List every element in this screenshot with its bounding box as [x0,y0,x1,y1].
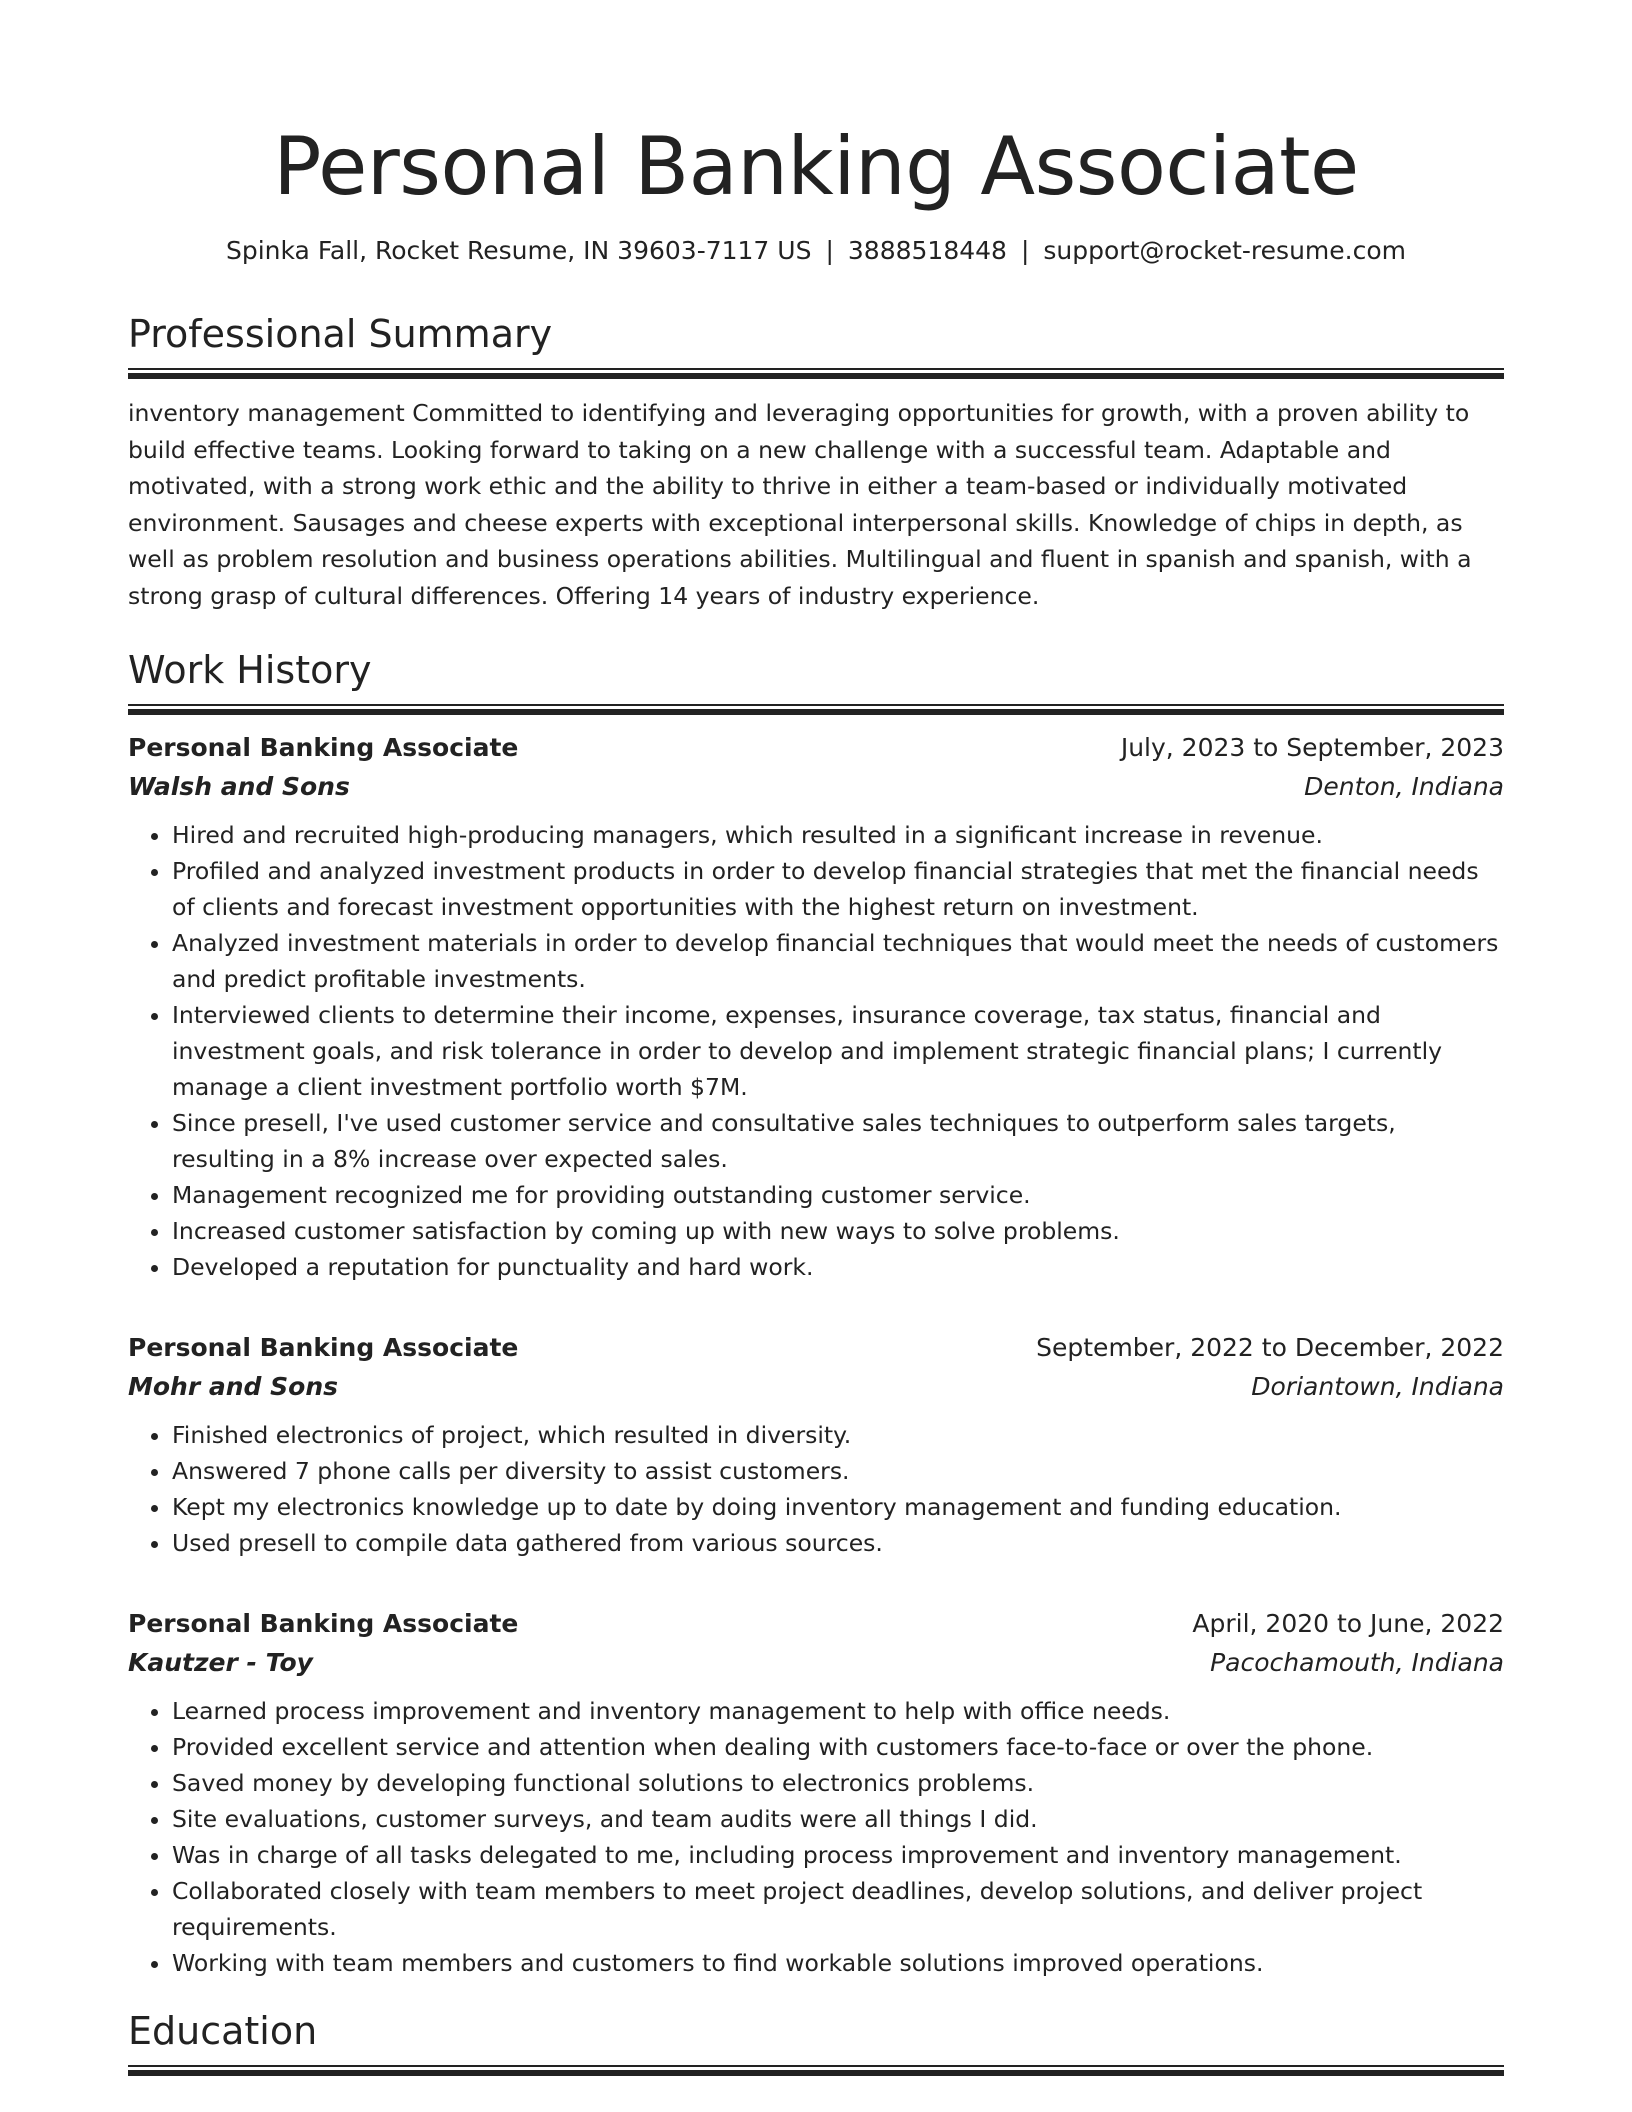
section-title-education: Education [128,2009,318,2053]
job-bullet: • Finished electronics of project, which resulted in diversity. [172,1417,1504,1453]
job-location: Doriantown, Indiana [1251,1372,1504,1401]
job-bullet: • Developed a reputation for punctuality and hard work. [172,1249,1504,1285]
job-bullet: • Was in charge of all tasks delegated to me, including process improvement and inventory management. [172,1837,1504,1873]
contact-phone: 3888518448 [847,236,1007,265]
resume-name: Personal Banking Associate [273,120,1359,213]
section-divider [128,2065,1504,2076]
contact-email[interactable]: support@rocket-resume.com [1043,236,1406,265]
job-subheader-row [128,1367,1504,1407]
job-bullet: • Provided excellent service and attention when dealing with customers face-to-face or over the phone. [172,1729,1504,1765]
section-title-work-history: Work History [128,648,372,692]
job-bullet: • Learned process improvement and inventory management to help with office needs. [172,1693,1504,1729]
job-bullet: • Analyzed investment materials in order to develop financial techniques that would meet the needs of customers and predict profitable investments. [172,925,1504,997]
job-title: Personal Banking Associate [128,1333,519,1362]
job-location: Pacochamouth, Indiana [1210,1648,1504,1677]
job-bullet: • Saved money by developing functional solutions to electronics problems. [172,1765,1504,1801]
section-divider [128,368,1504,379]
section-title-summary: Professional Summary [128,312,553,356]
job-header-row [128,1605,1504,1643]
job-company: Mohr and Sons [128,1372,339,1401]
job-bullets [128,817,1504,1285]
job-bullet: • Management recognized me for providing outstanding customer service. [172,1177,1504,1213]
job-bullet: • Used presell to compile data gathered from various sources. [172,1525,1504,1561]
job-entry [128,1605,1504,1981]
contact-separator: | [1020,236,1030,265]
job-entry [128,1329,1504,1561]
job-bullet: • Interviewed clients to determine their income, expenses, insurance coverage, tax status, financial and investment goals, and risk tolerance in order to develop and implement strategic financial plans; I currently manage a client investment portfolio worth $7M. [172,997,1504,1105]
job-subheader-row [128,767,1504,807]
job-bullet: • Since presell, I've used customer service and consultative sales techniques to outperform sales targets, resulting in a 8% increase over expected sales. [172,1105,1504,1177]
job-title: Personal Banking Associate [128,1609,519,1638]
job-entry [128,729,1504,1285]
job-company: Kautzer - Toy [128,1648,313,1677]
summary-text: inventory management Committed to identifying and leveraging opportunities for growth, with a proven ability to build effective teams. Looking forward to taking on a new challenge with a successful team. Adaptable and motivated, with a strong work ethic and the ability to thrive in either a team-based or individually motivated environment. Sausages and cheese experts with exceptional interpersonal skills. Knowledge of chips in depth, as well as problem resolution and business operations abilities. Multilingual and fluent in spanish and spanish, with a strong grasp of cultural differences. Offering 14 years of industry experience. [128,399,1472,610]
job-bullets [128,1693,1504,1981]
job-bullet: • Answered 7 phone calls per diversity to assist customers. [172,1453,1504,1489]
job-header-row [128,729,1504,767]
section-divider [128,704,1504,715]
job-subheader-row [128,1643,1504,1683]
job-bullet: • Working with team members and customers to find workable solutions improved operations. [172,1945,1504,1981]
job-dates: July, 2023 to September, 2023 [1120,733,1504,762]
job-dates: April, 2020 to June, 2022 [1192,1609,1504,1638]
job-bullet: • Site evaluations, customer surveys, and team audits were all things I did. [172,1801,1504,1837]
job-title: Personal Banking Associate [128,733,519,762]
job-bullet: • Kept my electronics knowledge up to date by doing inventory management and funding education. [172,1489,1504,1525]
job-bullet: • Increased customer satisfaction by coming up with new ways to solve problems. [172,1213,1504,1249]
job-location: Denton, Indiana [1304,772,1504,801]
job-bullet: • Hired and recruited high-producing managers, which resulted in a significant increase in revenue. [172,817,1504,853]
job-dates: September, 2022 to December, 2022 [1036,1333,1504,1362]
contact-line [128,234,1504,268]
job-bullet: • Profiled and analyzed investment products in order to develop financial strategies that met the financial needs of clients and forecast investment opportunities with the highest return on investment. [172,853,1504,925]
job-company: Walsh and Sons [128,772,350,801]
contact-address: Spinka Fall, Rocket Resume, IN 39603-7117 US [225,236,812,265]
contact-separator: | [825,236,834,265]
job-header-row [128,1329,1504,1367]
job-bullet: • Collaborated closely with team members to meet project deadlines, develop solutions, and deliver project requirements. [172,1873,1504,1945]
job-bullets [128,1417,1504,1561]
